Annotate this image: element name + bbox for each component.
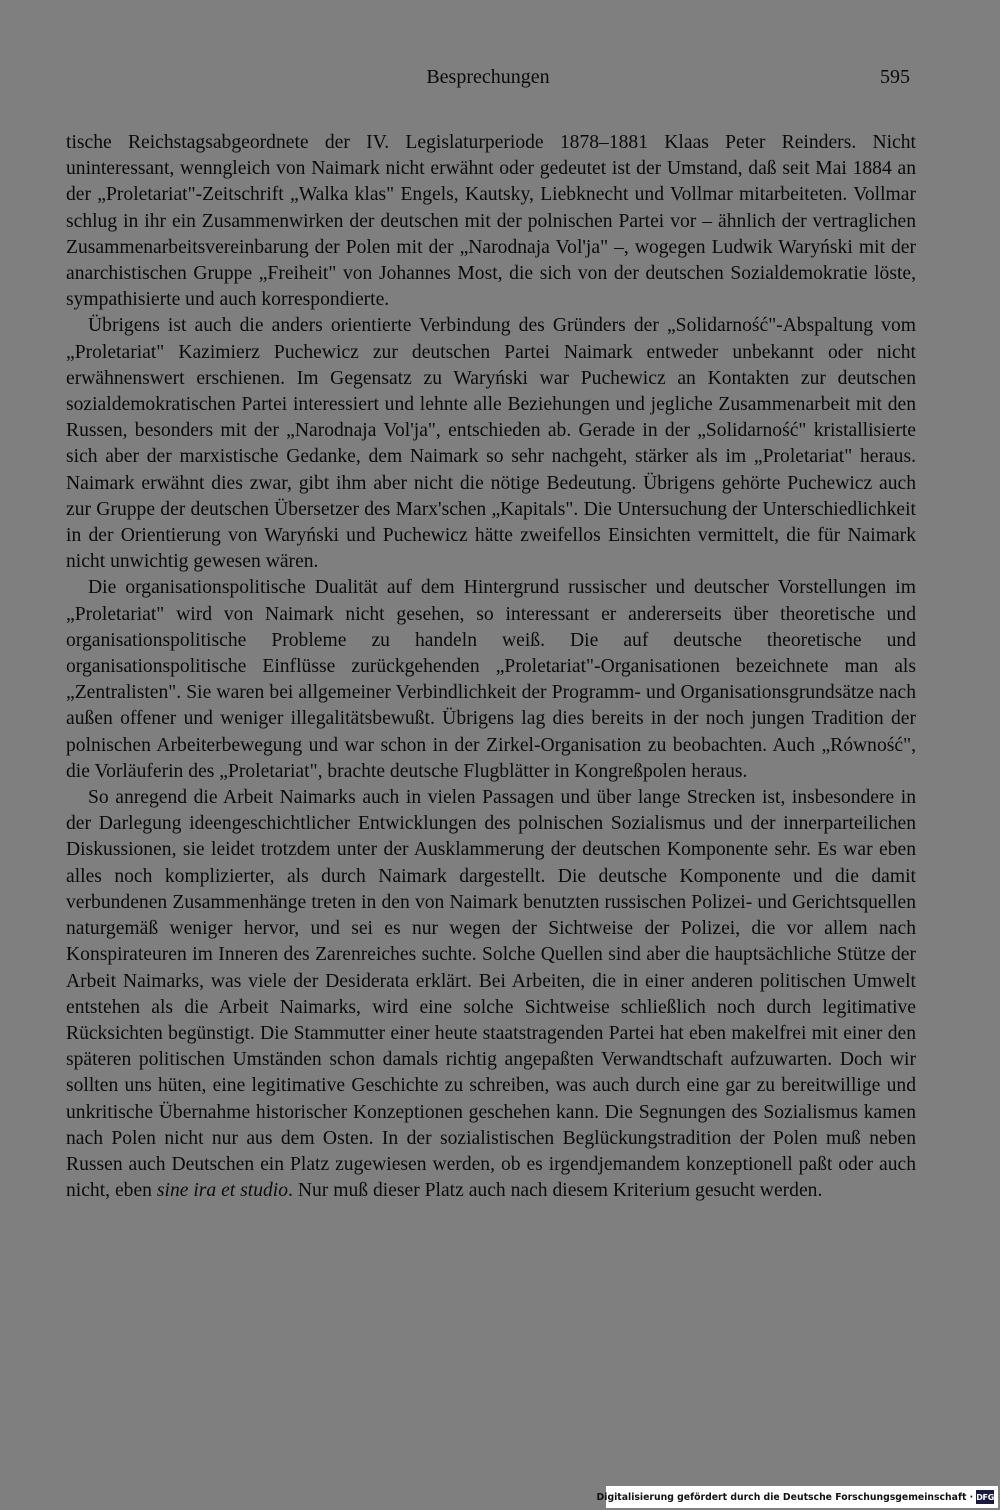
page-number: 595 xyxy=(880,66,910,88)
footer-text: Digitalisierung gefördert durch die Deutsche Forschungsgemeinschaft · xyxy=(596,1491,974,1503)
paragraph-3: Die organisationspolitische Dualität auf dem Hintergrund russischer und deutscher Vorstellungen im „Proletariat" wird von Naimark nicht gesehen, so interessant er andererseits über theoretische und organisationspolitische Probleme zu handeln weiß. Die auf deutsche theoretische und organisationspolitische Einflüsse zurückgehenden „Proletariat"-Organisationen bezeichnete man als „Zentralisten". Sie waren bei allgemeiner Verbindlichkeit der Programm- und Organisationsgrundsätze nach außen offener und weniger illegalitätsbewußt. Übrigens lag dies bereits in der noch jungen Tradition der polnischen Arbeiterbewegung und war schon in der Zirkel-Organisation zu beobachten. Auch „Równość", die Vorläuferin des „Proletariat", brachte deutsche Flugblätter in Kongreßpolen heraus. xyxy=(66,577,916,782)
paragraph-4-tail: . Nur muß dieser Platz auch nach diesem Kriterium gesucht werden. xyxy=(288,1180,823,1202)
running-header: Besprechungen xyxy=(426,66,550,88)
paragraph-4 xyxy=(66,785,916,1204)
italic-phrase: sine ira et studio xyxy=(156,1180,289,1202)
paragraph-1: tische Reichstagsabgeordnete der IV. Legislaturperiode 1878–1881 Klaas Peter Reinders. Nicht uninteressant, wenngleich von Naimark nicht erwähnt oder gedeutet ist der Umstand, daß seit Mai 1884 an der „Proletariat"-Zeitschrift „Walka klas" Engels, Kautsky, Liebknecht und Vollmar mitarbeiteten. Vollmar schlug in ihr ein Zusammenwirken der deutschen mit der polnischen Partei vor – ähnlich der vertraglichen Zusammenarbeitsvereinbarung der Polen mit der „Narodnaja Vol'ja" –, wogegen Ludwik Waryński mit der anarchistischen Gruppe „Freiheit" von Johannes Most, die sich von der deutschen Sozialdemokratie löste, sympathisierte und auch korrespondierte. xyxy=(66,132,916,311)
paragraph-4-main: So anregend die Arbeit Naimarks auch in vielen Passagen und über lange Strecken ist, insbesondere in der Darlegung ideengeschichtlicher Entwicklungen des polnischen Sozialismus und der innerparteilichen Diskussionen, sie leidet trotzdem unter der Ausklammerung der deutschen Komponente sehr. Es war eben alles noch komplizierter, als durch Naimark dargestellt. Die deutsche Komponente und die damit verbundenen Zusammenhänge treten in den von Naimark benutzten russischen Polizei- und Gerichtsquellen naturgemäß weniger hervor, und sei es nur wegen der Sichtweise der Polizei, die vor allem nach Konspirateuren im Inneren des Zarenreiches suchte. Solche Quellen sind aber die hauptsächliche Stütze der Arbeit Naimarks, was viele der Desiderata erklärt. Bei Arbeiten, die in einer anderen politischen Umwelt entstehen als die Arbeit Naimarks, wird eine solche Sichtweise schließlich noch durch legitimative Rücksichten begünstigt. Die Stammutter einer heute staatstragenden Partei hat eben makelfrei mit einer den späteren politischen Umständen schon damals richtig angepaßten Verwandtschaft aufzuwarten. Doch wir sollten uns hüten, eine legitimative Geschichte zu schreiben, was auch durch eine gar zu bereitwillige und unkritische Übernahme historischer Konzeptionen geschehen kann. Die Segnungen des Sozialismus kamen nach Polen nicht nur aus dem Osten. In der sozialistischen Beglückungstradition der Polen muß neben Russen auch Deutschen ein Platz zugewiesen werden, ob es irgendjemandem konzeptionell paßt oder auch nicht, eben xyxy=(66,787,916,1202)
article-body xyxy=(66,130,916,1204)
dfg-logo-icon: DFG xyxy=(976,1490,994,1504)
paragraph-2: Übrigens ist auch die anders orientierte Verbindung des Gründers der „Solidarność"-Abspaltung vom „Proletariat" Kazimierz Puchewicz zur deutschen Partei Naimark entweder unbekannt oder nicht erwähnenswert erschienen. Im Gegensatz zu Waryński war Puchewicz an Kontakten zur deutschen sozialdemokratischen Partei interessiert und lehnte alle Beziehungen und jegliche Zusammenarbeit mit den Russen, besonders mit der „Narodnaja Vol'ja", entschieden ab. Gerade in der „Solidarność" kristallisierte sich aber der marxistische Gedanke, dem Naimark so sehr nachgeht, stärker als im „Proletariat" heraus. Naimark erwähnt dies zwar, gibt ihm aber nicht die nötige Bedeutung. Übrigens gehörte Puchewicz auch zur Gruppe der deutschen Übersetzer des Marx'schen „Kapitals". Die Untersuchung der Unterschiedlichkeit in der Orientierung von Waryński und Puchewicz hätte zweifellos Einsichten vermittelt, die für Naimark nicht unwichtig gewesen wären. xyxy=(66,315,916,573)
digitization-footer xyxy=(596,1486,998,1508)
